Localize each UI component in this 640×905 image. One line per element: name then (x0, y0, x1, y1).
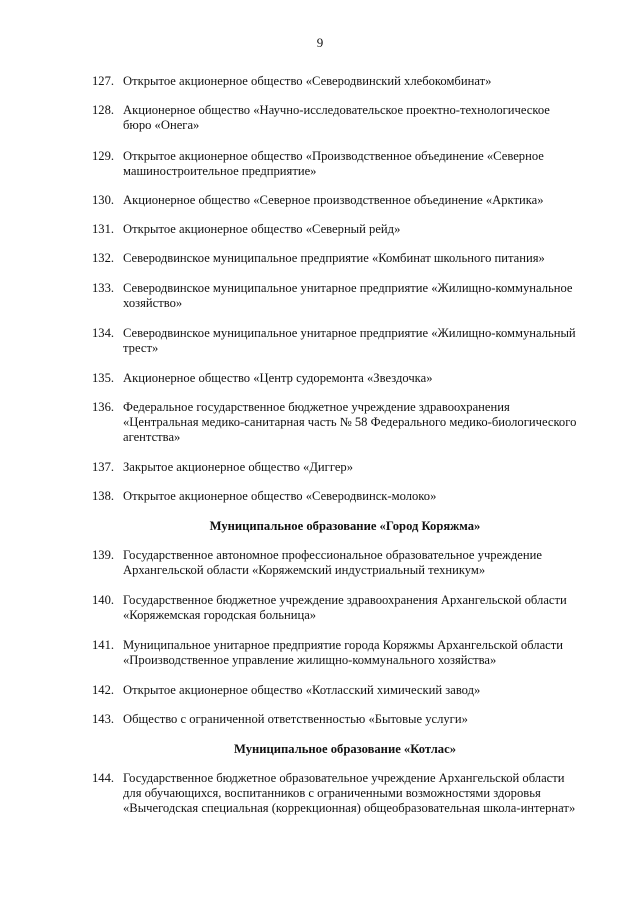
list-item (92, 74, 602, 89)
item-number: 133. (92, 281, 115, 295)
item-number: 131. (92, 222, 115, 236)
item-text-line: Северодвинское муниципальное предприятие «Комбинат школьного питания» (123, 251, 545, 265)
item-text-line: трест» (123, 341, 159, 355)
item-number: 138. (92, 489, 115, 503)
item-text-line: Архангельской области «Коряжемский индустриальный техникум» (123, 563, 486, 577)
list-item (92, 193, 602, 208)
item-text-line: «Центральная медико-санитарная часть № 58 Федерального медико-биологического (123, 415, 577, 429)
list-item (92, 103, 602, 133)
item-number: 140. (92, 593, 115, 607)
item-text-line: «Производственное управление жилищно-коммунального хозяйства» (123, 653, 497, 667)
item-text-line: Государственное автономное профессиональное образовательное учреждение (123, 548, 542, 562)
item-number: 143. (92, 712, 115, 726)
item-text-line: Закрытое акционерное общество «Диггер» (123, 460, 354, 474)
list-item (92, 548, 602, 578)
list-item (92, 771, 602, 816)
item-text-line: для обучающихся, воспитанников с ограниченными возможностями здоровья (123, 786, 541, 800)
list-item (92, 222, 602, 237)
item-text-line: «Коряжемская городская больница» (123, 608, 317, 622)
item-number: 132. (92, 251, 115, 265)
list-item (92, 638, 602, 668)
item-text-line: Открытое акционерное общество «Котласский химический завод» (123, 683, 481, 697)
list-item (92, 489, 602, 504)
item-number: 127. (92, 74, 115, 88)
list-item (92, 251, 602, 266)
list-item (92, 400, 602, 445)
item-text-line: Государственное бюджетное учреждение здравоохранения Архангельской области (123, 593, 567, 607)
item-text-line: Акционерное общество «Научно-исследовательское проектно-технологическое (123, 103, 550, 117)
list-item (92, 371, 602, 386)
item-text-line: «Вычегодская специальная (коррекционная) общеобразовательная школа-интернат» (123, 801, 576, 815)
section-heading: Муниципальное образование «Город Коряжма» (209, 519, 481, 533)
item-text-line: Акционерное общество «Северное производственное объединение «Арктика» (123, 193, 544, 207)
item-number: 141. (92, 638, 115, 652)
item-text-line: Северодвинское муниципальное унитарное предприятие «Жилищно-коммунальный (123, 326, 576, 340)
item-number: 137. (92, 460, 115, 474)
item-number: 142. (92, 683, 115, 697)
item-text-line: Открытое акционерное общество «Северодвинский хлебокомбинат» (123, 74, 492, 88)
item-text-line: Общество с ограниченной ответственностью «Бытовые услуги» (123, 712, 468, 726)
list-item (92, 281, 602, 311)
item-text-line: бюро «Онега» (123, 118, 200, 132)
item-text-line: машиностроительное предприятие» (123, 164, 317, 178)
item-text-line: Открытое акционерное общество «Северный рейд» (123, 222, 401, 236)
item-text-line: Федеральное государственное бюджетное учреждение здравоохранения (123, 400, 510, 414)
item-text-line: хозяйство» (123, 296, 183, 310)
item-number: 134. (92, 326, 115, 340)
item-text-line: Акционерное общество «Центр судоремонта «Звездочка» (123, 371, 433, 385)
list-item (92, 149, 602, 179)
list-item (92, 593, 602, 623)
page-number: 9 (316, 35, 324, 50)
item-text-line: Открытое акционерное общество «Производственное объединение «Северное (123, 149, 544, 163)
list-item (92, 460, 602, 475)
item-text-line: Государственное бюджетное образовательное учреждение Архангельской области (123, 771, 565, 785)
item-number: 144. (92, 771, 115, 785)
item-text-line: Открытое акционерное общество «Северодвинск-молоко» (123, 489, 437, 503)
item-text-line: агентства» (123, 430, 181, 444)
item-number: 129. (92, 149, 115, 163)
item-number: 135. (92, 371, 115, 385)
section-heading: Муниципальное образование «Котлас» (234, 742, 456, 756)
item-number: 136. (92, 400, 115, 414)
item-text-line: Северодвинское муниципальное унитарное предприятие «Жилищно-коммунальное (123, 281, 573, 295)
list-item (92, 683, 602, 698)
item-number: 128. (92, 103, 115, 117)
item-number: 130. (92, 193, 115, 207)
list-item (92, 326, 602, 356)
list-item (92, 712, 602, 727)
item-text-line: Муниципальное унитарное предприятие города Коряжмы Архангельской области (123, 638, 563, 652)
item-number: 139. (92, 548, 115, 562)
